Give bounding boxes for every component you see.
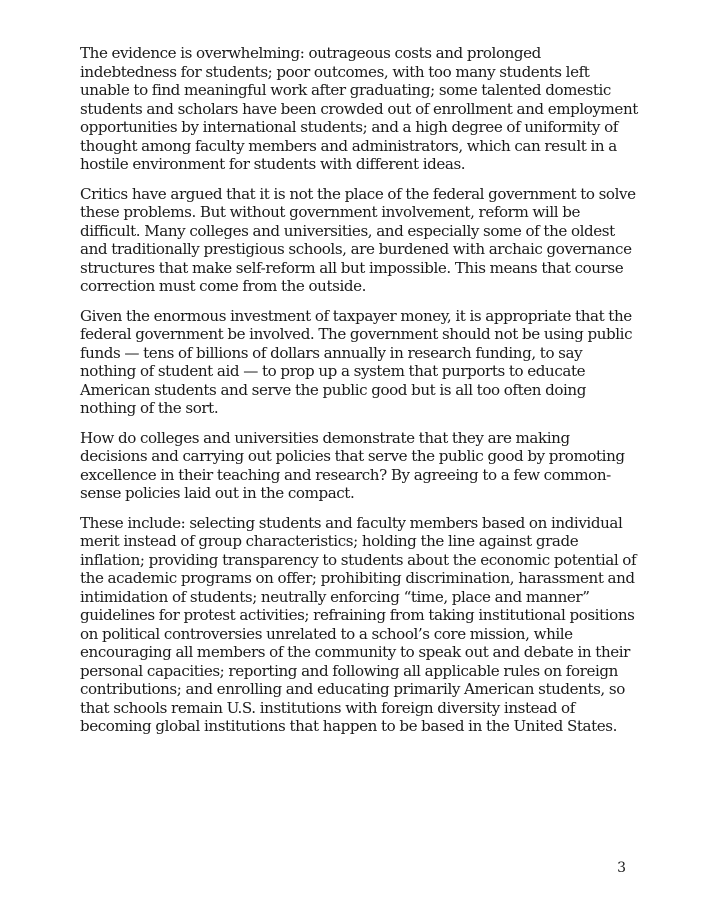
paragraph-2: Critics have argued that it is not the place of the federal government to solve these problems. But without government involvement, reform will be difficult. Many colleges and universities, and especially some of the oldest and traditionally prestigious schools, are burdened with archaic governance structures that make self-reform all but impossible. This means that course correction must come from the outside. bbox=[80, 184, 636, 295]
body-text bbox=[80, 44, 640, 747]
paragraph-5: These include: selecting students and faculty members based on individual merit instead of group characteristics; holding the line against grade inflation; providing transparency to students about the economic potential of the academic programs on offer; prohibiting discrimination, harassment and intimidation of students; neutrally enforcing “time, place and manner” guidelines for protest activities; refraining from taking institutional positions on political controversies unrelated to a school’s core mission, while encouraging all members of the community to speak out and debate in their personal capacities; reporting and following all applicable rules on foreign contributions; and enrolling and educating primarily American students, so that schools remain U.S. institutions with foreign diversity instead of becoming global institutions that happen to be based in the United States. bbox=[80, 513, 637, 735]
paragraph-1: The evidence is overwhelming: outrageous costs and prolonged indebtedness for students; poor outcomes, with too many students left unable to find meaningful work after graduating; some talented domestic students and scholars have been crowded out of enrollment and employment opportunities by international students; and a high degree of uniformity of thought among faculty members and administrators, which can result in a hostile environment for students with different ideas. bbox=[80, 44, 638, 173]
paragraph-4: How do colleges and universities demonstrate that they are making decisions and carrying out policies that serve the public good by promoting excellence in their teaching and research? By agreeing to a few common-sense policies laid out in the compact. bbox=[80, 428, 625, 502]
page-number: 3 bbox=[617, 860, 626, 876]
paragraph-3: Given the enormous investment of taxpayer money, it is appropriate that the federal government be involved. The government should not be using public funds — tens of billions of dollars annually in research funding, to say nothing of student aid — to prop up a system that purports to educate American students and serve the public good but is all too often doing nothing of the sort. bbox=[80, 306, 633, 417]
